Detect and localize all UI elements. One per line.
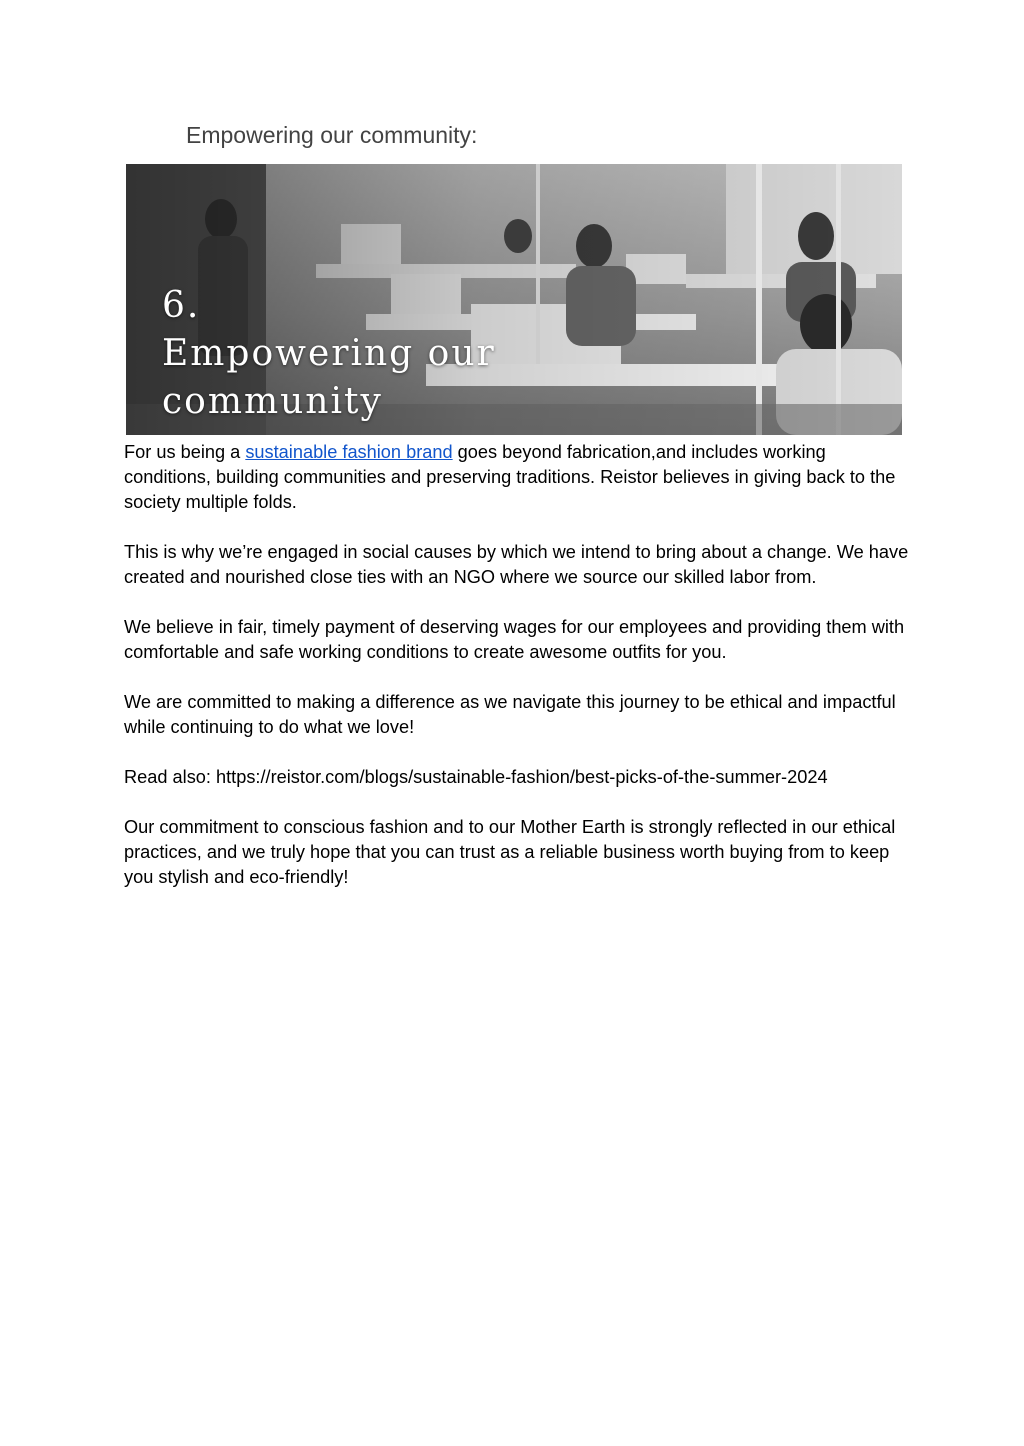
paragraph: We believe in fair, timely payment of deserving wages for our employees and providing them with comfortable and safe working conditions to create awesome outfits for you. (124, 617, 905, 662)
body-text (124, 440, 914, 915)
hero-caption-number: 6. (162, 285, 201, 326)
paragraph-text: For us being a (124, 442, 246, 462)
paragraph: We are committed to making a difference as we navigate this journey to be ethical and impactful while continuing to do what we love! (124, 692, 896, 737)
hero-caption-line: community (162, 381, 383, 422)
paragraph (124, 440, 914, 515)
read-also-paragraph: Read also: https://reistor.com/blogs/sustainable-fashion/best-picks-of-the-summer-2024 (124, 767, 828, 787)
paragraph-text: goes beyond fabrication,and includes working conditions, building communities and preserving traditions. Reistor believes in giving back to the society multiple folds. (124, 442, 896, 512)
hero-image (126, 164, 902, 435)
section-heading: Empowering our community: (186, 122, 478, 148)
hero-caption (162, 282, 496, 426)
paragraph: Our commitment to conscious fashion and to our Mother Earth is strongly reflected in our ethical practices, and we truly hope that you can trust as a reliable business worth buying from to keep you stylish and eco-friendly! (124, 817, 896, 887)
paragraph: This is why we’re engaged in social causes by which we intend to bring about a change. We have created and nourished close ties with an NGO where we source our skilled labor from. (124, 542, 909, 587)
hero-caption-line: Empowering our (162, 333, 496, 374)
sustainable-fashion-brand-link[interactable]: sustainable fashion brand (245, 442, 453, 462)
